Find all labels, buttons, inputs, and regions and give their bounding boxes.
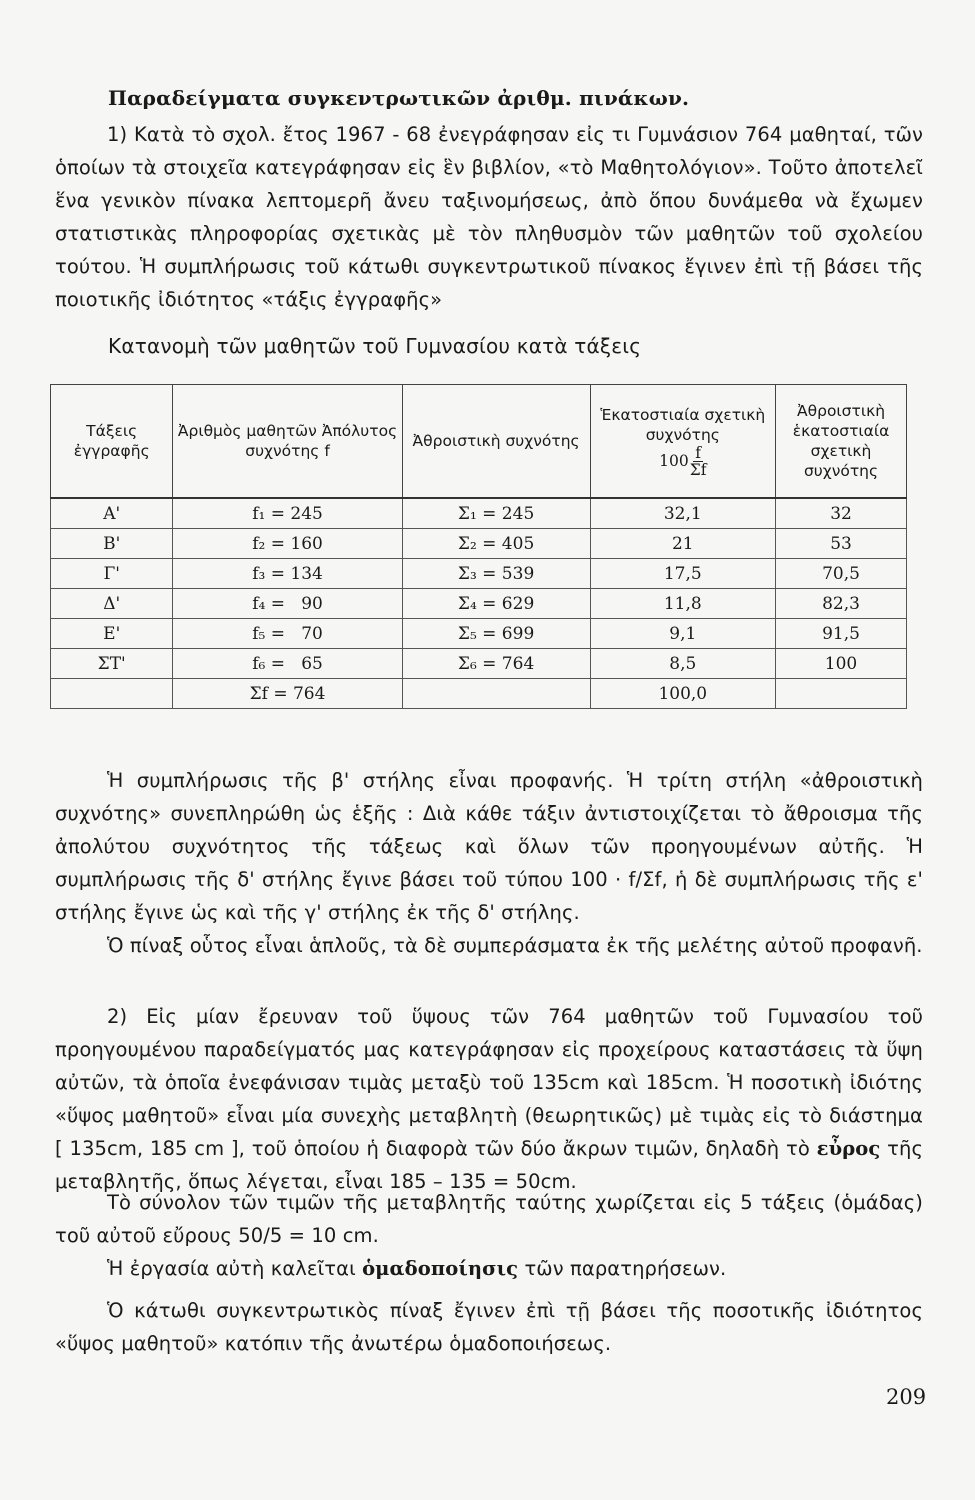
table-total-row	[51, 679, 907, 709]
paragraph-5-text: Τὸ σύνολον τῶν τιμῶν τῆς μεταβλητῆς ταύτης χωρίζεται εἰς 5 τάξεις (ὁμάδας) τοῦ αὐτοῦ εὔρους 50/5 = 10 cm.	[55, 1191, 923, 1247]
cell-class: ΣΤ'	[51, 649, 173, 679]
cell-percent: 21	[590, 529, 776, 559]
paragraph-7-text: Ὁ κάτωθι συγκεντρωτικὸς πίναξ ἔγινεν ἐπὶ τῇ βάσει τῆς ποσοτικῆς ἰδιότητος «ὕψος μαθητοῦ» κατόπιν τῆς ἀνωτέρω ὁμαδοποιήσεως.	[55, 1299, 923, 1355]
table-row	[51, 498, 907, 529]
cell-frequency: f₃ = 134	[173, 559, 402, 589]
paragraph-6-text-a: Ἡ ἐργασία αὐτὴ καλεῖται	[107, 1257, 356, 1280]
cell-frequency: f₅ = 70	[173, 619, 402, 649]
cell-cumulative: Σ₄ = 629	[402, 589, 590, 619]
table-row	[51, 559, 907, 589]
cell-percent: 32,1	[590, 498, 776, 529]
formula-prefix: 100	[659, 452, 689, 470]
cell-cumulative: Σ₂ = 405	[402, 529, 590, 559]
cell-percent: 11,8	[590, 589, 776, 619]
cell-percent: 8,5	[590, 649, 776, 679]
cell-cumulative-percent	[776, 679, 907, 709]
cell-percent-total: 100,0	[590, 679, 776, 709]
cell-class: Β'	[51, 529, 173, 559]
cell-cumulative-percent: 100	[776, 649, 907, 679]
paragraph-5	[55, 1186, 923, 1252]
cell-cumulative-percent: 53	[776, 529, 907, 559]
paragraph-2	[55, 764, 923, 929]
formula-numerator: f	[695, 443, 701, 462]
cell-frequency: f₁ = 245	[173, 498, 402, 529]
cell-cumulative: Σ₃ = 539	[402, 559, 590, 589]
paragraph-4-text-b: τῆς μεταβλητῆς, ὅπως λέγεται, εἶναι 185 – 135 = 50cm.	[55, 1137, 923, 1193]
table-caption: Κατανομὴ τῶν μαθητῶν τοῦ Γυμνασίου κατὰ τάξεις	[108, 334, 642, 358]
header-cumulative-frequency: Ἀθροιστικὴ συχνότης	[402, 385, 590, 499]
table-row	[51, 529, 907, 559]
table-row	[51, 649, 907, 679]
paragraph-7	[55, 1294, 923, 1360]
cell-class: Ε'	[51, 619, 173, 649]
cell-percent: 9,1	[590, 619, 776, 649]
term-range: εὖρος	[816, 1137, 881, 1160]
cell-frequency: f₆ = 65	[173, 649, 402, 679]
paragraph-2-text: Ἡ συμπλήρωσις τῆς β' στήλης εἶναι προφανής. Ἡ τρίτη στήλη «ἀθροιστικὴ συχνότης» συνεπληρώθη ὡς ἑξῆς : Διὰ κάθε τάξιν ἀντιστοιχίζεται τὸ ἄθροισμα τῆς ἀπολύτου συχνότητος τῆς τάξεως καὶ ὅλων τῶν προηγουμένων αὐτῆς. Ἡ συμπλήρωσις τῆς δ' στήλης ἔγινε βάσει τοῦ τύπου 100 · f/Σf, ἡ δὲ συμπλήρωσις τῆς ε' στήλης ἔγινε ὡς καὶ τῆς γ' στήλης ἐκ τῆς δ' στήλης.	[55, 769, 923, 924]
cell-cumulative-percent: 32	[776, 498, 907, 529]
paragraph-1-text: 1) Κατὰ τὸ σχολ. ἔτος 1967 - 68 ἐνεγράφησαν εἰς τι Γυμνάσιον 764 μαθηταί, τῶν ὁποίων τὰ στοιχεῖα κατεγράφησαν εἰς ἓν βιβλίον, «τὸ Μαθητολόγιον». Τοῦτο ἀποτελεῖ ἕνα γενικὸν πίνακα λεπτομερῆ ἄνευ ταξινομήσεως, ἀπὸ ὅπου δυνάμεθα νὰ ἔχωμεν στατιστικὰς πληροφορίας σχετικὰς μὲ τὸν πληθυσμὸν τῶν μαθητῶν τοῦ σχολείου τούτου. Ἡ συμπλήρωσις τοῦ κάτωθι συγκεντρωτικοῦ πίνακος ἔγινεν ἐπὶ τῇ βάσει τῆς ποιοτικῆς ἰδιότητος «τάξις ἐγγραφῆς»	[55, 123, 923, 311]
cell-percent: 17,5	[590, 559, 776, 589]
cell-cumulative: Σ₅ = 699	[402, 619, 590, 649]
header-class: Τάξεις ἐγγραφῆς	[51, 385, 173, 499]
header-percent-frequency	[590, 385, 776, 499]
formula-denominator: Σf	[689, 460, 707, 479]
table-header-row	[51, 385, 907, 499]
cell-cumulative-percent: 91,5	[776, 619, 907, 649]
cell-frequency: f₄ = 90	[173, 589, 402, 619]
header-percent-frequency-text: Ἑκατοστιαία σχετικὴ συχνότης	[600, 405, 766, 444]
paragraph-6	[55, 1252, 923, 1285]
paragraph-4-text-a: 2) Εἰς μίαν ἔρευναν τοῦ ὕψους τῶν 764 μαθητῶν τοῦ Γυμνασίου τοῦ προηγουμένου παραδείγματός μας κατεγράφησαν εἰς προχείρους καταστάσεις τὰ ὕψη αὐτῶν, τὰ ὁποῖα ἐνεφάνισαν τιμὰς μεταξὺ τοῦ 135cm καὶ 185cm. Ἡ ποσοτικὴ ἰδιότης «ὕψος μαθητοῦ» εἶναι μία συνεχὴς μεταβλητὴ (θεωρητικῶς) μὲ τιμὰς εἰς τὸ διάστημα [ 135cm, 185 cm ], τοῦ ὁποίου ἡ διαφορὰ τῶν δύο ἄκρων τιμῶν, δηλαδὴ τὸ	[55, 1005, 923, 1160]
table-row	[51, 589, 907, 619]
cell-class	[51, 679, 173, 709]
cell-cumulative-percent: 70,5	[776, 559, 907, 589]
cell-frequency-total: Σf = 764	[173, 679, 402, 709]
cell-cumulative: Σ₁ = 245	[402, 498, 590, 529]
cell-cumulative: Σ₆ = 764	[402, 649, 590, 679]
table-row	[51, 619, 907, 649]
paragraph-6-text-b: τῶν παρατηρήσεων.	[524, 1257, 727, 1280]
section-heading: Παραδείγματα συγκεντρωτικῶν ἀριθμ. πινάκων.	[108, 86, 690, 110]
cell-class: Γ'	[51, 559, 173, 589]
header-cumulative-percent: Ἀθροιστικὴ ἑκατοστιαία σχετικὴ συχνότης	[776, 385, 907, 499]
distribution-table	[50, 384, 907, 709]
paragraph-1	[55, 118, 923, 316]
cell-cumulative	[402, 679, 590, 709]
paragraph-4	[55, 1000, 923, 1198]
header-absolute-frequency: Ἀριθμὸς μαθητῶν Ἀπόλυτος συχνότης f	[173, 385, 402, 499]
cell-frequency: f₂ = 160	[173, 529, 402, 559]
term-grouping: ὁμαδοποίησις	[362, 1257, 519, 1280]
cell-class: Δ'	[51, 589, 173, 619]
percent-formula	[659, 445, 706, 478]
paragraph-3-text: Ὁ πίναξ οὗτος εἶναι ἁπλοῦς, τὰ δὲ συμπεράσματα ἐκ τῆς μελέτης αὐτοῦ προφανῆ.	[107, 934, 923, 957]
cell-cumulative-percent: 82,3	[776, 589, 907, 619]
page-number: 209	[886, 1385, 927, 1409]
cell-class: Α'	[51, 498, 173, 529]
paragraph-3	[55, 929, 923, 962]
